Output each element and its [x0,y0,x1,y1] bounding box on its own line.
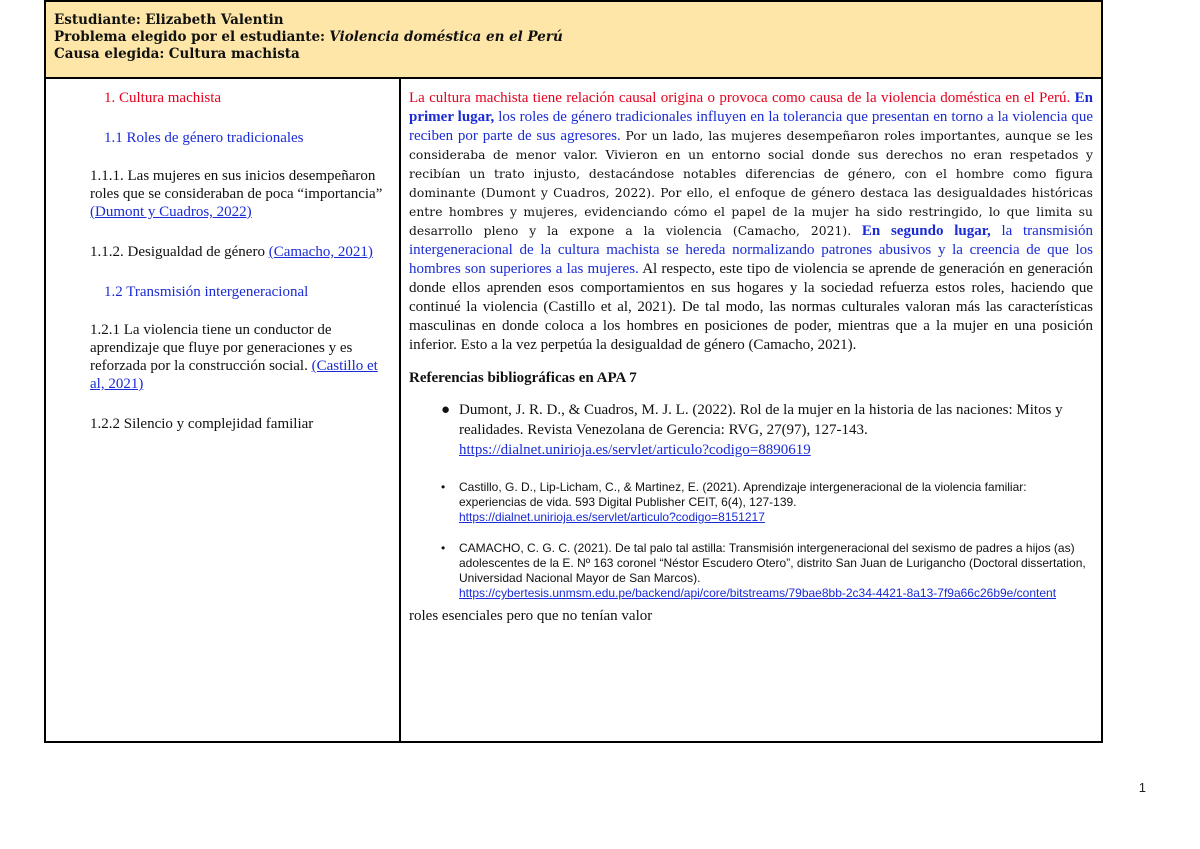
bullet-icon: • [441,541,446,555]
worksheet-table [44,0,1103,743]
first-point-text: los roles de género tradicionales influyen en la tolerancia que presentan en torno a la violencia que reciben por parte de sus agresores. [409,109,1094,144]
page-number: 1 [1138,780,1146,795]
bullet-icon: • [441,480,446,494]
table-header [46,0,1101,79]
reference-link-castillo[interactable]: https://dialnet.unirioja.es/servlet/articulo?codigo=8151217 [459,510,765,524]
second-point-text: la transmisión intergeneracional de la cultura machista se hereda normalizando patrones abusivos y la creencia de que los hombres son superiores a las mujeres. [409,223,1094,277]
references-title: Referencias bibliográficas en APA 7 [409,370,637,386]
reference-link-camacho[interactable]: https://cybertesis.unmsm.edu.pe/backend/api/core/bitstreams/79bae8bb-2c34-4421-8a13-7f9a66c26b9e/content [459,586,1057,600]
intro-sentence: La cultura machista tiene relación causal origina o provoca como causa de la violencia doméstica en el Perú. [409,90,1071,106]
reference-item-castillo: • Castillo, G. D., Lip-Licham, C., & Martinez, E. (2021). Aprendizaje intergeneracional de la violencia familiar: experiencias de vida. 593 Digital Publisher CEIT, 6(4), 127-139. https://dialnet.unirioja.es/servlet/articulo?codigo=8151217 [441,480,1027,524]
reference-item-dumont: ● Dumont, J. R. D., & Cuadros, M. J. L. (2022). Rol de la mujer en la historia de las naciones: Mitos y realidades. Revista Venezolana de Gerencia: RVG, 27(97), 127-143. https://dialnet.unirioja.es/servlet/articulo?codigo=8890619 [441,402,1063,458]
reference-link-dumont[interactable]: https://dialnet.unirioja.es/servlet/articulo?codigo=8890619 [459,442,811,458]
outline-item-1-1-1: 1.1.1. Las mujeres en sus inicios desempeñaron roles que se consideraban de poca “importancia” (Dumont y Cuadros, 2022) [90,168,383,220]
outline-heading-1-1: 1.1 Roles de género tradicionales [104,130,304,146]
reference-item-camacho: • CAMACHO, C. G. C. (2021). De tal palo tal astilla: Transmisión intergeneracional del sexismo de padres a hijos (as) adolescentes de la E. Nº 163 coronel “Néstor Escudero Otero”, distrito San Juan de Lurigancho (Doctoral dissertation, Universidad Nacional Mayor de San Marcos). https://cybertesis.unmsm.edu.pe/backend/api/core/bitstreams/79bae8bb-2c34-4421-8a13-7f9a66c26b9e/content [441,541,1086,600]
bullet-icon: ● [441,402,451,418]
second-point-label: En segundo lugar, [861,223,991,239]
cause-value: Cultura machista [168,46,300,62]
outline-heading-1-2: 1.2 Transmisión intergeneracional [104,284,309,300]
outline-item-1-2-1: 1.2.1 La violencia tiene un conductor de aprendizaje que fluye por generaciones y es reforzada por la construcción social. (Castillo et al, 2021) [90,322,378,392]
analysis-paragraph [409,89,1093,355]
problem-value: Violencia doméstica en el Perú [329,29,563,45]
student-line: Estudiante: Elizabeth Valentin [54,12,284,28]
problem-line: Problema elegido por el estudiante: Violencia doméstica en el Perú [54,29,563,45]
cause-line: Causa elegida: Cultura machista [54,46,300,62]
outline-item-1-1-2: 1.1.2. Desigualdad de género (Camacho, 2021) [90,244,373,260]
outline-heading-1: 1. Cultura machista [104,90,222,106]
citation-link-castillo[interactable]: (Castillo et al, 2021) [90,358,378,392]
development-column [401,79,1101,741]
first-point-label: En primer lugar, [409,90,1093,125]
trailing-note: roles esenciales pero que no tenían valor [409,608,653,624]
outline-column [46,79,401,741]
student-name: Elizabeth Valentin [145,12,284,28]
outline-item-1-2-2: 1.2.2 Silencio y complejidad familiar [90,416,314,432]
citation-link-dumont[interactable]: (Dumont y Cuadros, 2022) [90,204,252,220]
first-point-detail: Por un lado, las mujeres desempeñaron roles importantes, aunque se les consideraba de menor valor. Vivieron en un entorno social donde sus derechos no eran respetados y recibían un trato injusto, destacándose notables diferencias de género, con el hombre como figura dominante (Dumont y Cuadros, 2022). Por ello, el enfoque de género destaca las desigualdades históricas entre hombres y mujeres, evidenciando cómo el papel de la mujer ha sido restringido, lo que limita su desarrollo pleno y la expone a la violencia (Camacho, 2021). [409,129,1093,238]
second-point-detail: Al respecto, este tipo de violencia se aprende de generación en generación donde ellos aprenden esos comportamientos en sus hogares y la sociedad refuerza estos roles, haciendo que continué la violencia (Castillo et al, 2021). De tal modo, las normas culturales valoran más las características masculinas en donde coloca a los hombres en posiciones de poder, mientras que a la mujer en una posición inferior. Esto a la vez perpetúa la desigualdad de género (Camacho, 2021). [409,261,1093,353]
citation-link-camacho[interactable]: (Camacho, 2021) [268,244,373,260]
